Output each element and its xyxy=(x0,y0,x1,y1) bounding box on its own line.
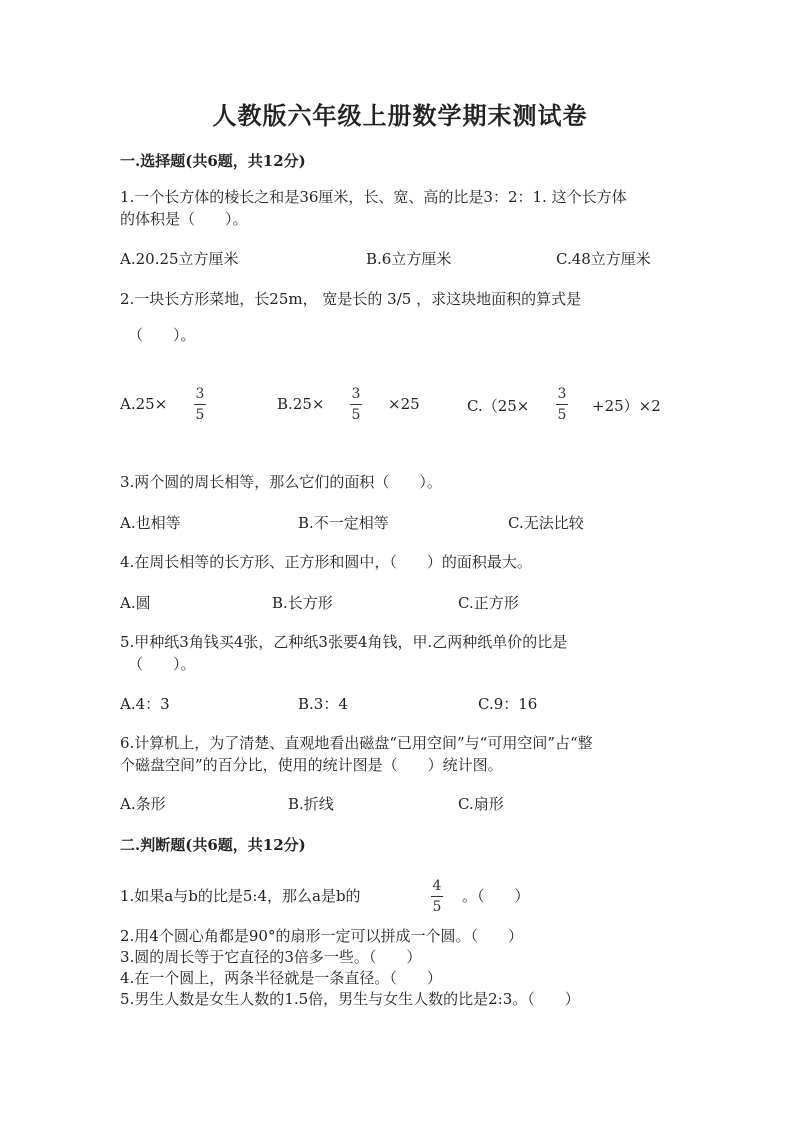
question-1-option-a: A.20.25立方厘米 xyxy=(120,250,239,268)
question-4-line-1: 4.在周长相等的长方形、正方形和圆中，（ ）的面积最大。 xyxy=(120,553,532,571)
question-6-option-a: A.条形 xyxy=(120,795,166,813)
question-2-option-c: C.（25× xyxy=(467,397,530,415)
question-1-line-2: 的体积是（ ）。 xyxy=(120,210,248,228)
fraction-3-5-a: 3 5 xyxy=(195,386,205,423)
question-5-option-b: B.3：4 xyxy=(298,695,348,713)
question-4-option-b: B.长方形 xyxy=(272,594,333,612)
fraction-3-5-b: 3 5 xyxy=(351,386,361,423)
judgment-5: 5.男生人数是女生人数的1.5倍，男生与女生人数的比是2:3。（ ） xyxy=(120,990,580,1008)
judgment-3: 3.圆的周长等于它直径的3倍多一些。（ ） xyxy=(120,948,422,966)
question-2-option-a: A.25× xyxy=(120,395,168,413)
question-5-line-2: （ ）。 xyxy=(128,655,196,673)
judgment-1-prefix: 1.如果a与b的比是5:4，那么a是b的 xyxy=(120,887,361,905)
question-1-line-1: 1.一个长方体的棱长之和是36厘米，长、宽、高的比是3：2：1. 这个长方体 xyxy=(120,188,627,206)
question-5-option-c: C.9：16 xyxy=(478,695,538,713)
question-3-option-b: B.不一定相等 xyxy=(298,514,389,532)
question-4-option-c: C.正方形 xyxy=(458,594,519,612)
question-2-option-b-suffix: ×25 xyxy=(388,395,420,413)
question-1-option-c: C.48立方厘米 xyxy=(556,250,651,268)
question-2-option-c-suffix: +25）×2 xyxy=(592,397,661,415)
question-6-line-1: 6.计算机上，为了清楚、直观地看出磁盘“已用空间”与“可用空间”占“整 xyxy=(120,734,593,752)
section-heading-choice: 一.选择题(共6题，共12分) xyxy=(120,152,306,170)
question-3-line-1: 3.两个圆的周长相等，那么它们的面积（ ）。 xyxy=(120,473,442,491)
question-6-option-b: B.折线 xyxy=(288,795,334,813)
question-5-option-a: A.4：3 xyxy=(120,695,170,713)
section-heading-judgment: 二.判断题(共6题，共12分) xyxy=(120,836,306,854)
judgment-2: 2.用4个圆心角都是90°的扇形一定可以拼成一个圆。（ ） xyxy=(120,927,523,945)
fraction-3-5-c: 3 5 xyxy=(557,386,567,423)
question-2-line-1: 2.一块长方形菜地，长25m， 宽是长的 3/5 ，求这块地面积的算式是 xyxy=(120,290,582,308)
fraction-4-5: 4 5 xyxy=(432,878,442,915)
page-title: 人教版六年级上册数学期末测试卷 xyxy=(212,101,588,130)
question-3-option-a: A.也相等 xyxy=(120,514,181,532)
question-2-line-2: （ ）。 xyxy=(128,326,196,344)
question-6-line-2: 个磁盘空间”的百分比，使用的统计图是（ ）统计图。 xyxy=(120,756,503,774)
question-2-option-b: B.25× xyxy=(277,395,325,413)
question-3-option-c: C.无法比较 xyxy=(508,514,584,532)
judgment-4: 4.在一个圆上，两条半径就是一条直径。（ ） xyxy=(120,969,442,987)
question-5-line-1: 5.甲种纸3角钱买4张，乙种纸3张要4角钱，甲.乙两种纸单价的比是 xyxy=(120,633,568,651)
question-1-option-b: B.6立方厘米 xyxy=(366,250,452,268)
judgment-1-suffix: 。（ ） xyxy=(462,887,530,905)
question-6-option-c: C.扇形 xyxy=(458,795,504,813)
question-4-option-a: A.圆 xyxy=(120,594,151,612)
